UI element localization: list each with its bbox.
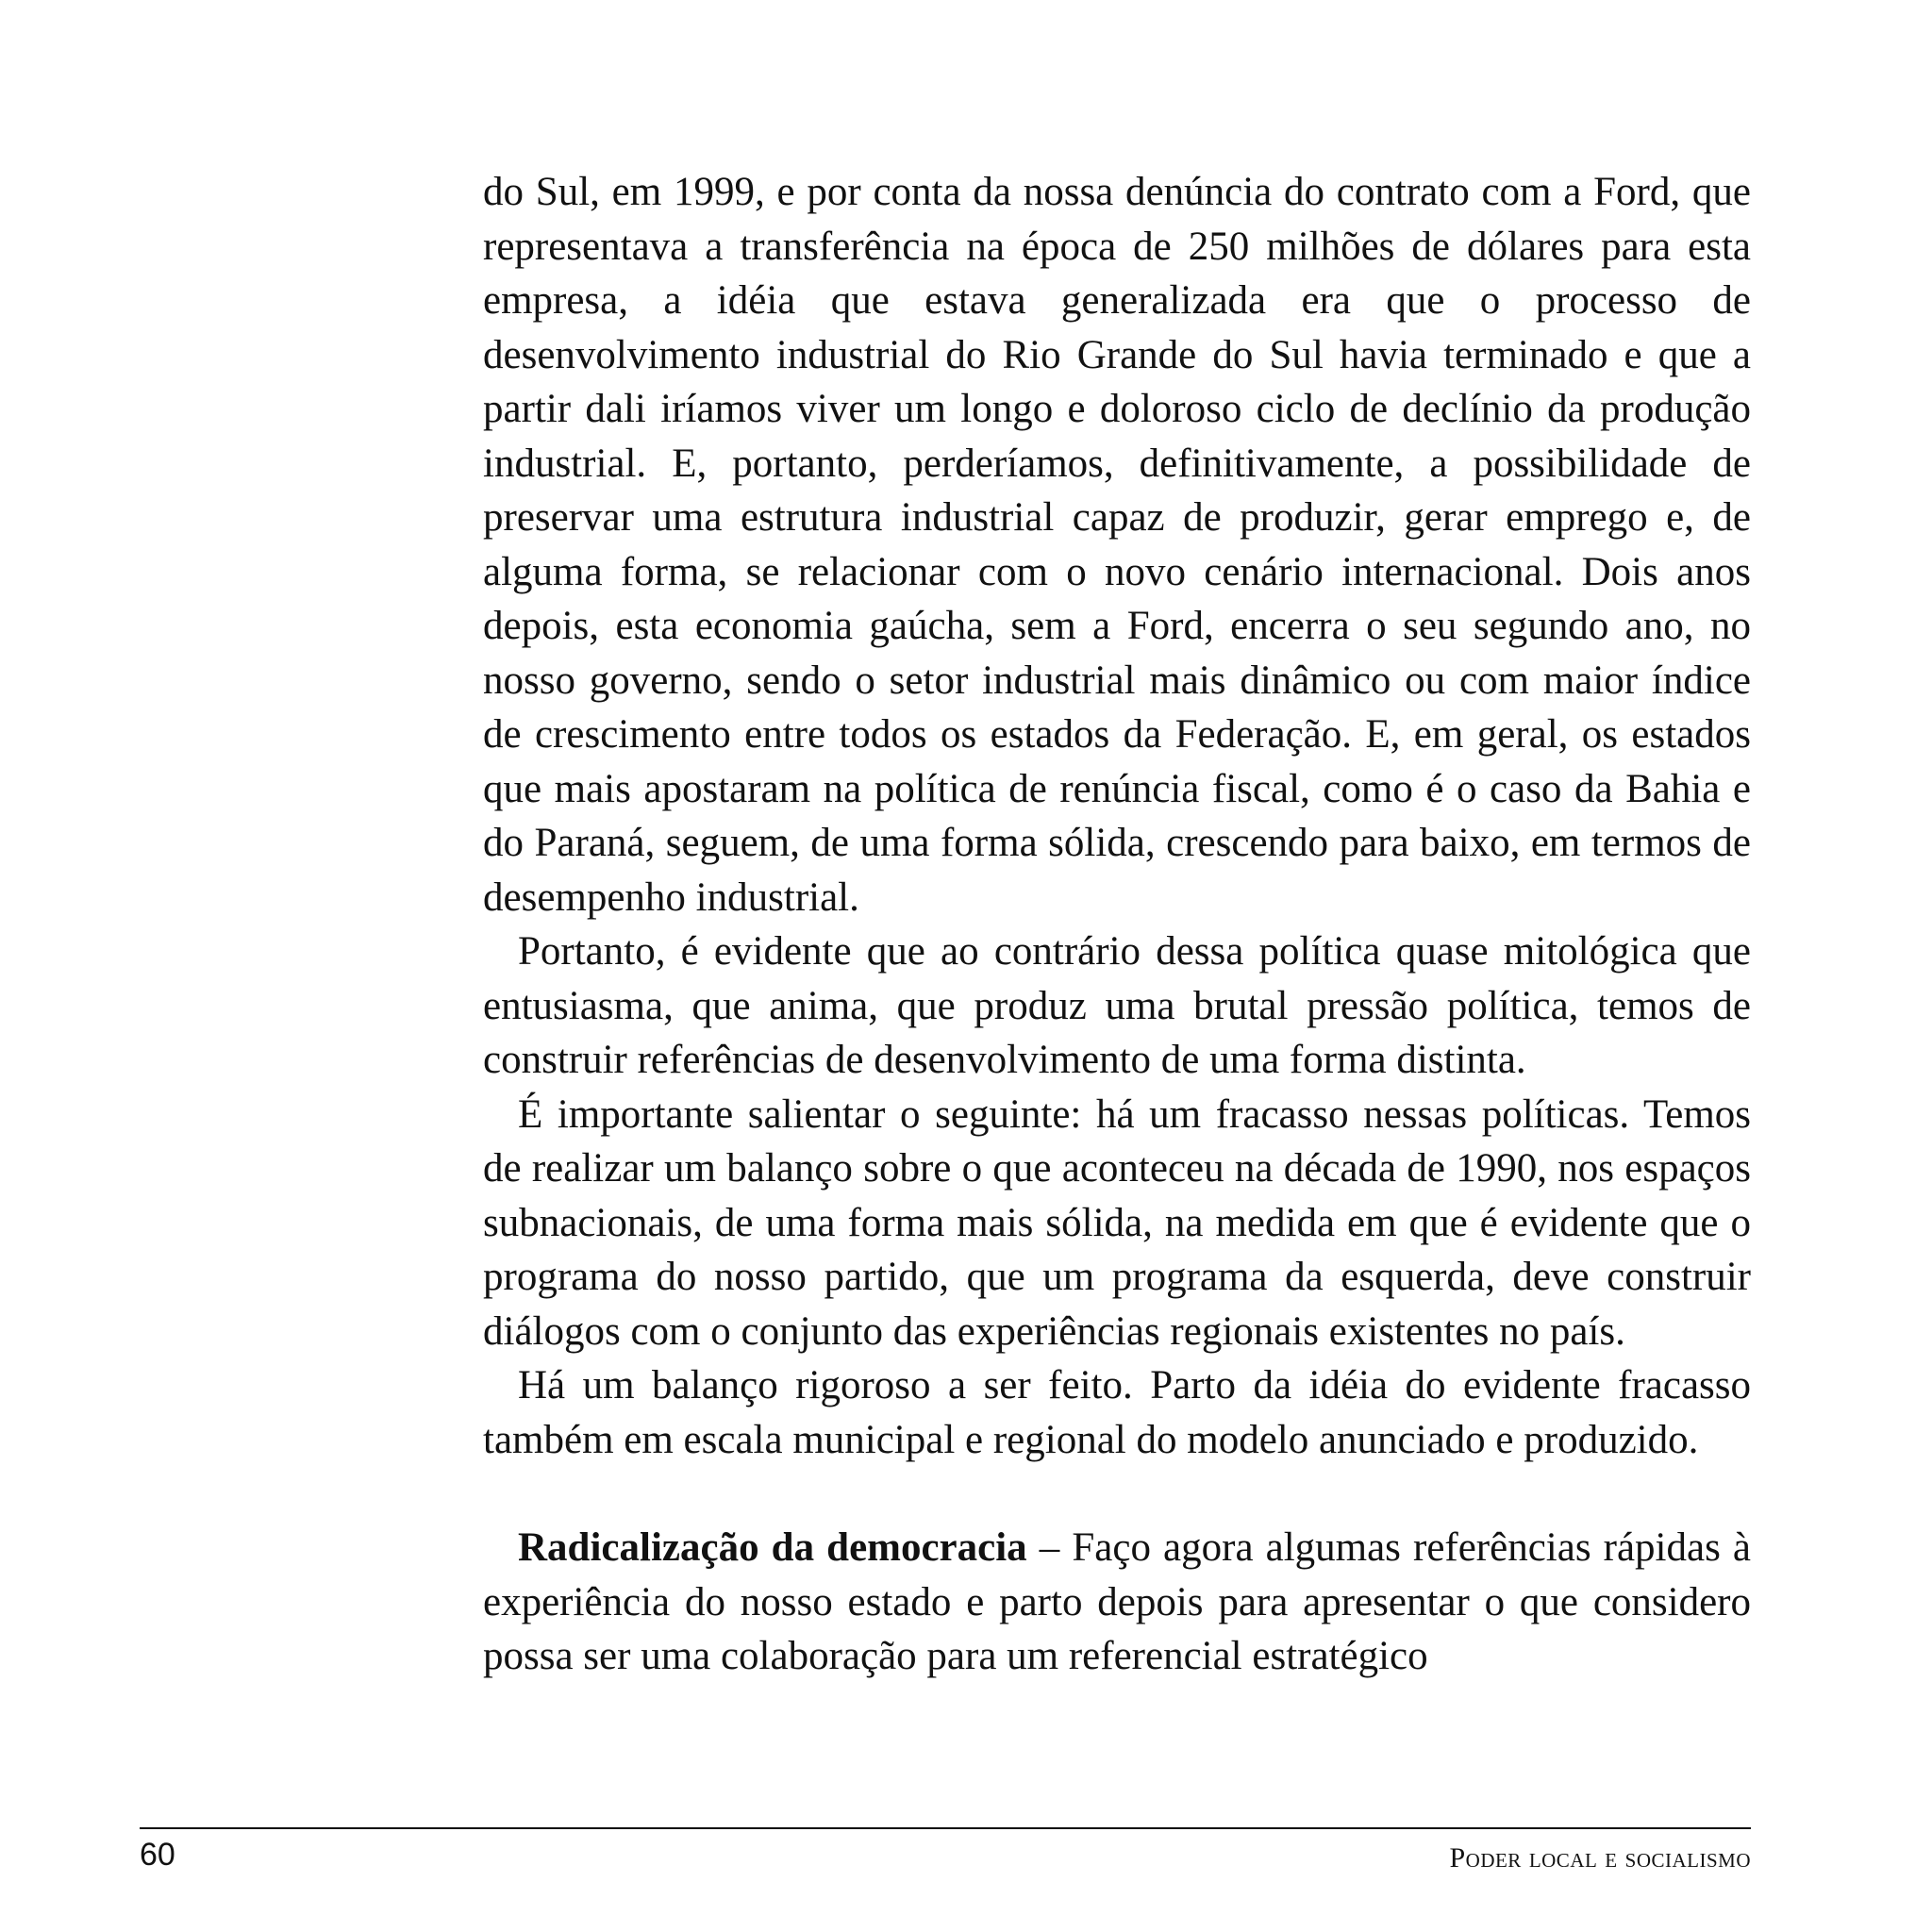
section-text: – Faço agora algumas referências rápidas à experiência do nosso estado e parto depois para apresentar o que considero possa ser uma colaboração para um referencial estratégico <box>483 1525 1751 1678</box>
page-number: 60 <box>140 1837 175 1873</box>
footer-divider <box>140 1827 1751 1829</box>
section-paragraph <box>483 1521 1751 1684</box>
paragraph-4: Há um balanço rigoroso a ser feito. Parto da idéia do evidente fracasso também em escala municipal e regional do modelo anunciado e produzido. <box>483 1363 1751 1462</box>
running-title: Poder local e socialismo <box>1449 1842 1751 1874</box>
paragraph-3: É importante salientar o seguinte: há um fracasso nessas políticas. Temos de realizar um balanço sobre o que aconteceu na década de 1990, nos espaços subnacionais, de uma forma mais sólida, na medida em que é evidente que o programa do nosso partido, que um programa da esquerda, deve construir diálogos com o conjunto das experiências regionais existentes no país. <box>483 1091 1751 1354</box>
paragraph-1: do Sul, em 1999, e por conta da nossa denúncia do contrato com a Ford, que representava a transferência na época de 250 milhões de dólares para esta empresa, a idéia que estava generalizada era que o processo de desenvolvimento industrial do Rio Grande do Sul havia terminado e que a partir dali iríamos viver um longo e doloroso ciclo de declínio da produção industrial. E, portanto, perderíamos, definitivamente, a possibilidade de preservar uma estrutura industrial capaz de produzir, gerar emprego e, de alguma forma, se relacionar com o novo cenário internacional. Dois anos depois, esta economia gaúcha, sem a Ford, encerra o seu segundo ano, no nosso governo, sendo o setor industrial mais dinâmico ou com maior índice de crescimento entre todos os estados da Federação. E, em geral, os estados que mais apostaram na política de renúncia fiscal, como é o caso da Bahia e do Paraná, seguem, de uma forma sólida, crescendo para baixo, em termos de desempenho industrial. <box>483 170 1751 920</box>
main-text <box>483 165 1751 1684</box>
paragraph-2: Portanto, é evidente que ao contrário dessa política quase mitológica que entusiasma, que anima, que produz uma brutal pressão política, temos de construir referências de desenvolvimento de uma forma distinta. <box>483 929 1751 1082</box>
section-title: Radicalização da democracia <box>518 1525 1027 1570</box>
